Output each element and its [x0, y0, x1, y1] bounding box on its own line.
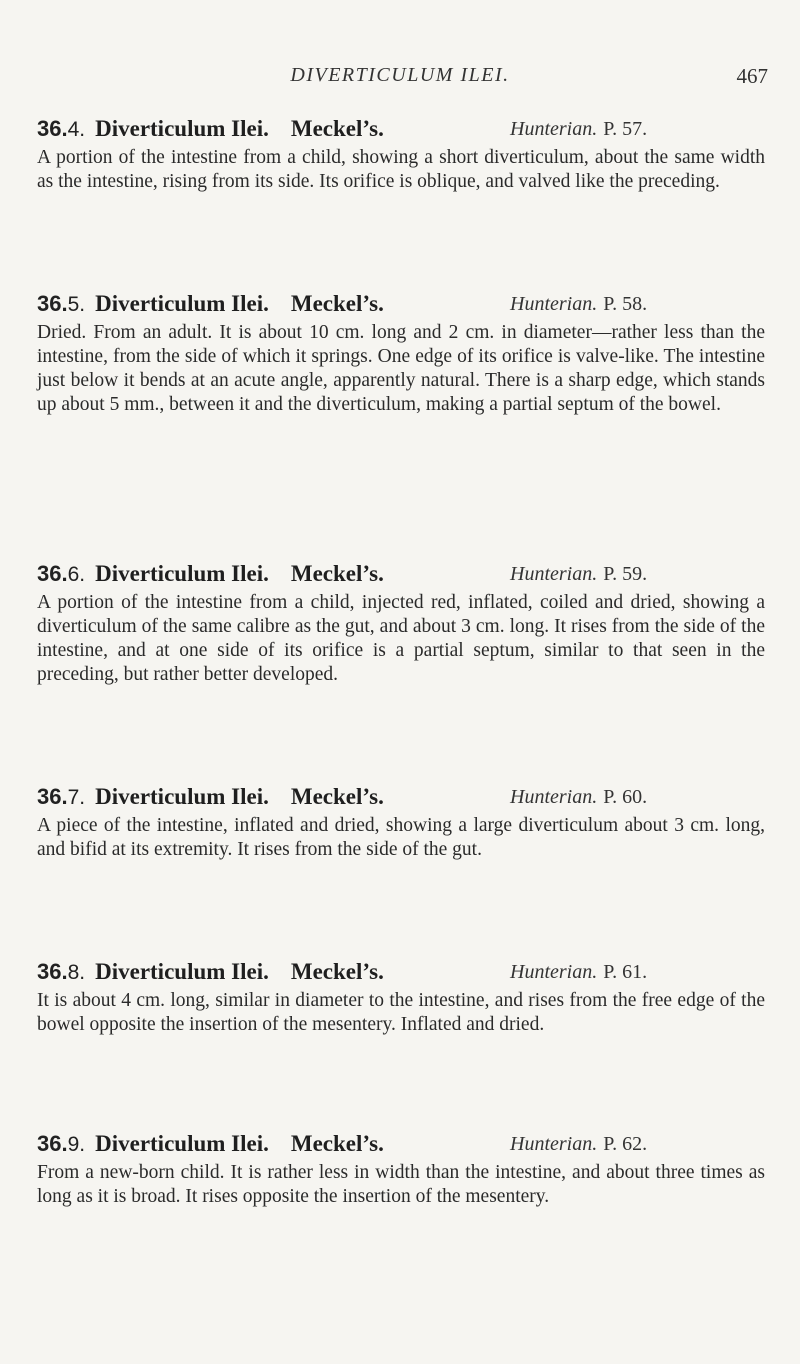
entry-title: Diverticulum Ilei.	[95, 784, 269, 809]
catalogue-entry	[37, 115, 765, 194]
entry-reference	[510, 115, 647, 143]
entry-heading	[37, 115, 765, 143]
entry-eponym: Meckel’s.	[290, 116, 384, 141]
entry-subnumber: 5.	[67, 293, 86, 316]
entry-heading	[37, 290, 765, 318]
entry-description: From a new-born child. It is rather less in width than the intestine, and about three times as long as it is broad. It rises opposite the insertion of the mesentery.	[37, 1162, 765, 1207]
entry-subnumber: 4.	[67, 118, 86, 141]
entry-description: A piece of the intestine, inflated and dried, showing a large diverticulum about 3 cm. long, and bifid at its extremity. It rises from the side of the gut.	[37, 815, 765, 860]
reference-page: P. 59.	[603, 563, 648, 585]
entry-subnumber: 9.	[67, 1133, 86, 1156]
entry-eponym: Meckel’s.	[290, 959, 384, 984]
reference-collection: Hunterian.	[510, 293, 598, 315]
catalogue-entry	[37, 958, 765, 1037]
entry-number: 36.	[37, 291, 68, 316]
entry-heading	[37, 1130, 765, 1158]
reference-collection: Hunterian.	[510, 786, 598, 808]
entry-description: A portion of the intestine from a child, showing a short diverticulum, about the same width as the intestine, rising from its side. Its orifice is oblique, and valved like the preceding.	[37, 147, 765, 192]
catalogue-entry	[37, 783, 765, 862]
entry-heading	[37, 958, 765, 986]
reference-page: P. 58.	[603, 293, 648, 315]
reference-collection: Hunterian.	[510, 1133, 598, 1155]
entry-eponym: Meckel’s.	[290, 1131, 384, 1156]
entry-number: 36.	[37, 959, 68, 984]
catalogue-entry	[37, 560, 765, 687]
entry-title: Diverticulum Ilei.	[95, 116, 269, 141]
entry-description: Dried. From an adult. It is about 10 cm. long and 2 cm. in diameter—rather less than the intestine, from the side of which it springs. One edge of its orifice is valve-like. The intestine just below it bends at an acute angle, apparently natural. There is a sharp edge, which stands up about 5 mm., between it and the diverticulum, making a partial septum of the bowel.	[37, 322, 765, 415]
entry-number: 36.	[37, 116, 68, 141]
entry-eponym: Meckel’s.	[290, 784, 384, 809]
entry-reference	[510, 783, 647, 811]
reference-page: P. 62.	[603, 1133, 648, 1155]
entry-reference	[510, 560, 647, 588]
running-head	[0, 64, 800, 94]
entry-title: Diverticulum Ilei.	[95, 959, 269, 984]
reference-page: P. 60.	[603, 786, 648, 808]
page-number: 467	[736, 64, 768, 88]
entry-subnumber: 7.	[67, 786, 86, 809]
catalogue-entry	[37, 1130, 765, 1209]
reference-collection: Hunterian.	[510, 563, 598, 585]
entry-eponym: Meckel’s.	[290, 561, 384, 586]
entry-title: Diverticulum Ilei.	[95, 291, 269, 316]
reference-collection: Hunterian.	[510, 118, 598, 140]
reference-page: P. 61.	[603, 961, 648, 983]
catalogue-entry	[37, 290, 765, 417]
running-title: DIVERTICULUM ILEI.	[290, 64, 510, 86]
entry-number: 36.	[37, 561, 68, 586]
entry-heading	[37, 783, 765, 811]
entry-subnumber: 8.	[67, 961, 86, 984]
entry-reference	[510, 958, 647, 986]
entry-subnumber: 6.	[67, 563, 86, 586]
entry-number: 36.	[37, 784, 68, 809]
reference-page: P. 57.	[603, 118, 648, 140]
entry-reference	[510, 1130, 647, 1158]
entry-number: 36.	[37, 1131, 68, 1156]
entry-description: It is about 4 cm. long, similar in diameter to the intestine, and rises from the free edge of the bowel opposite the insertion of the mesentery. Inflated and dried.	[37, 990, 765, 1035]
entry-description: A portion of the intestine from a child, injected red, inflated, coiled and dried, showing a diverticulum of the same calibre as the gut, and about 3 cm. long. It rises from the side of the intestine, and at one side of its orifice is a partial septum, similar to that seen in the preceding, but rather better developed.	[37, 592, 765, 685]
entry-title: Diverticulum Ilei.	[95, 1131, 269, 1156]
reference-collection: Hunterian.	[510, 961, 598, 983]
entry-title: Diverticulum Ilei.	[95, 561, 269, 586]
entry-reference	[510, 290, 647, 318]
entry-heading	[37, 560, 765, 588]
entry-eponym: Meckel’s.	[290, 291, 384, 316]
